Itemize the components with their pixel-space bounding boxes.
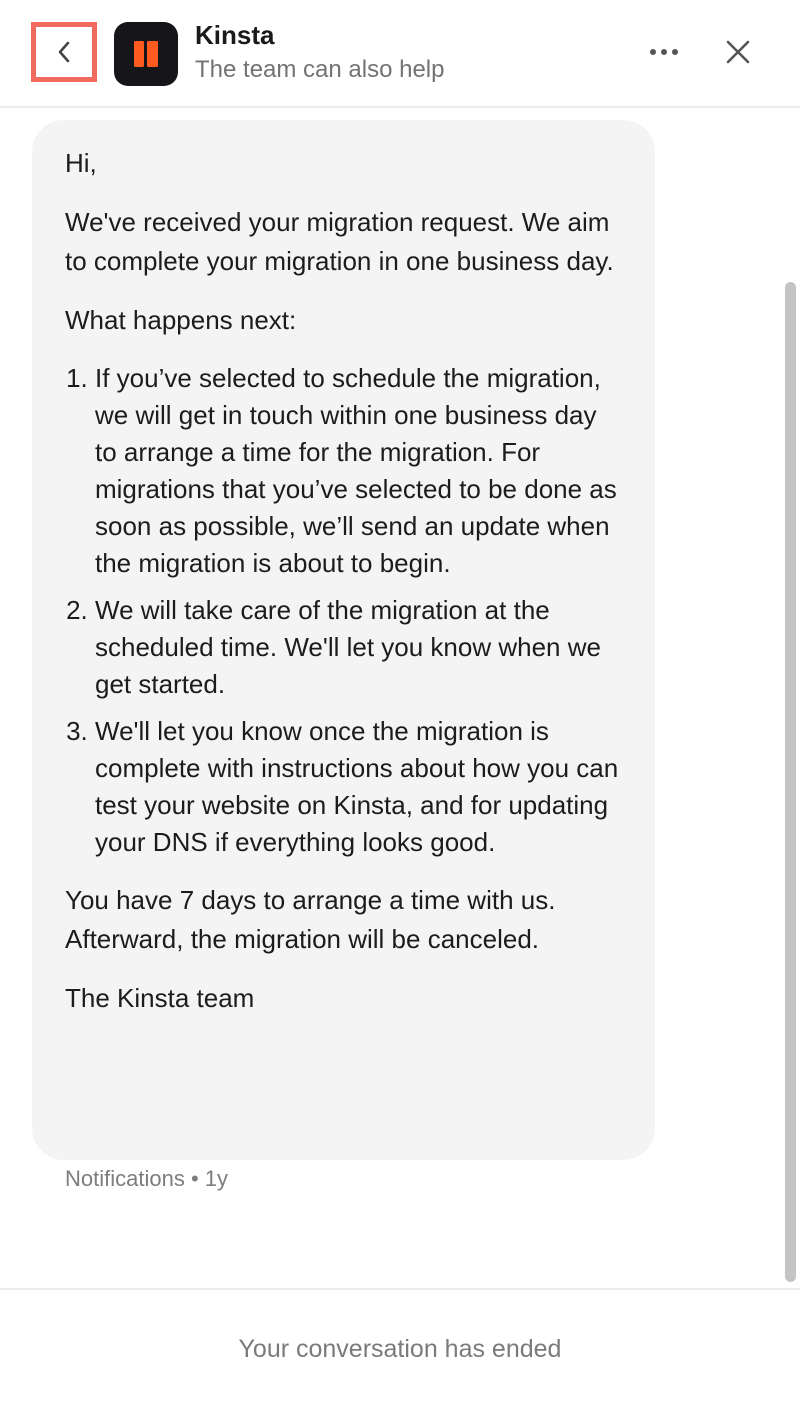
- message-time: 1y: [204, 1166, 229, 1191]
- kinsta-logo-mark: [126, 34, 166, 74]
- meta-separator: •: [190, 1166, 199, 1191]
- close-icon: [726, 40, 750, 64]
- more-horizontal-icon: [649, 48, 679, 56]
- conversation-footer: [0, 1288, 800, 1408]
- more-options-button[interactable]: [642, 32, 686, 72]
- scrollbar[interactable]: [785, 282, 796, 1282]
- message-greeting: Hi,: [65, 148, 97, 178]
- kinsta-logo: [114, 22, 178, 86]
- message-deadline: You have 7 days to arrange a time with us. Afterward, the migration will be canceled.: [65, 885, 556, 954]
- message-signature: The Kinsta team: [65, 983, 255, 1013]
- list-item: 2. We will take care of the migration at the scheduled time. We'll let you know when we get started.: [95, 592, 623, 703]
- next-steps-list: [65, 360, 623, 861]
- message-bubble: [32, 120, 655, 1160]
- back-button[interactable]: [31, 22, 97, 82]
- close-button[interactable]: [716, 30, 760, 74]
- conversation-header: [0, 0, 800, 108]
- list-item: 3. We'll let you know once the migration is complete with instructions about how you can test your website on Kinsta, and for updating your DNS if everything looks good.: [95, 713, 623, 861]
- message-next-heading: What happens next:: [65, 305, 297, 335]
- conversation-status: Your conversation has ended: [238, 1334, 562, 1363]
- chevron-left-icon: [54, 39, 74, 65]
- conversation-title: Kinsta: [195, 20, 275, 50]
- message-intro: We've received your migration request. We aim to complete your migration in one business day.: [65, 207, 614, 276]
- conversation-subtitle: The team can also help: [195, 56, 445, 83]
- message-meta: [65, 1166, 228, 1192]
- message-sender: Notifications: [65, 1166, 185, 1191]
- list-item: 1. If you’ve selected to schedule the migration, we will get in touch within one business day to arrange a time for the migration. For migrations that you’ve selected to be done as soon as possible, we’ll send an update when the migration is about to begin.: [95, 360, 623, 582]
